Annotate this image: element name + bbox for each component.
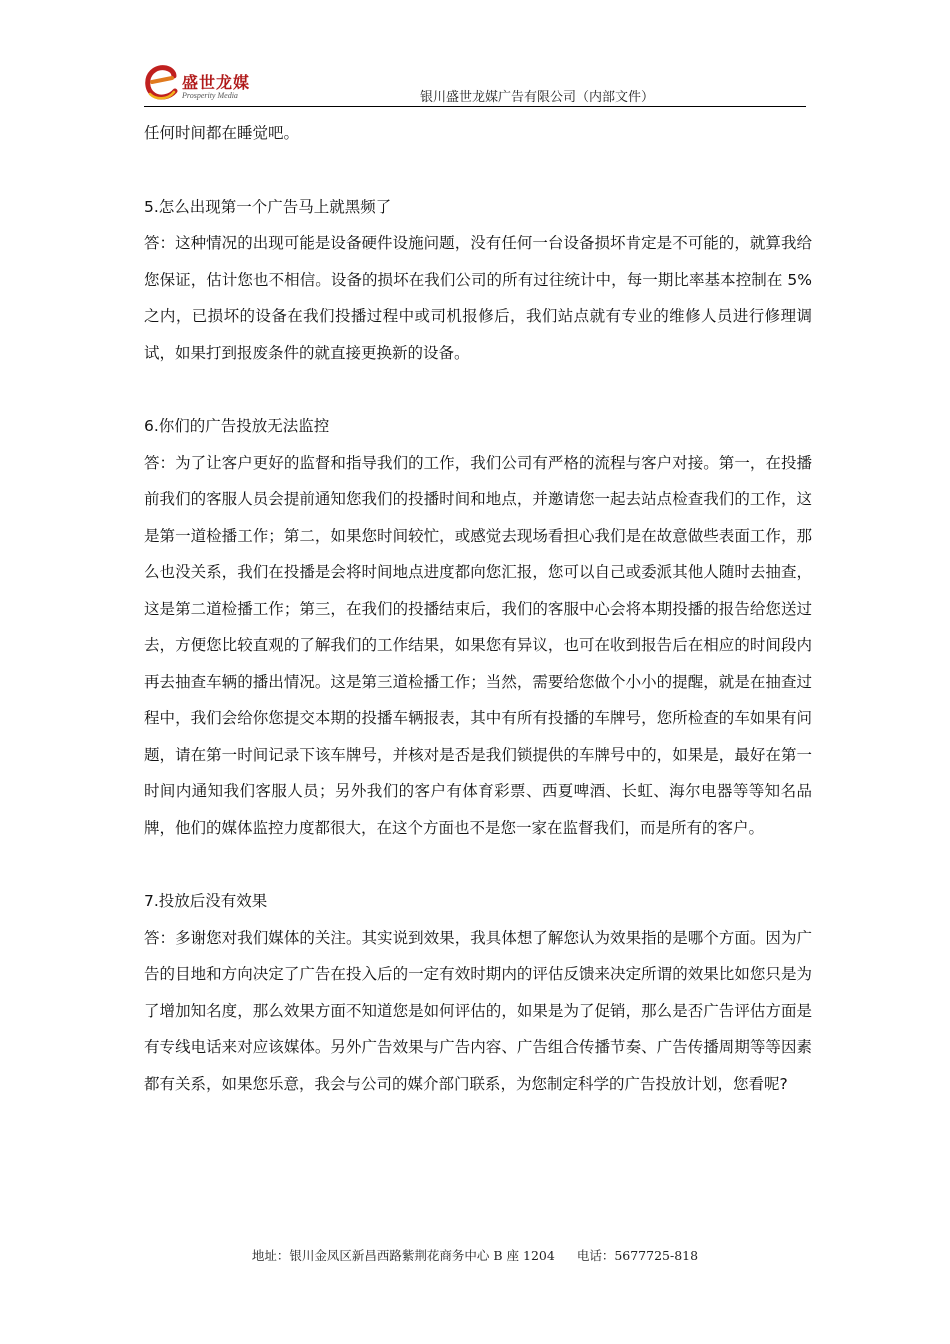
logo-e-icon bbox=[144, 64, 178, 100]
footer-phone: 电话：5677725-818 bbox=[576, 1248, 699, 1263]
page-footer bbox=[0, 1246, 950, 1264]
logo-english-name: Prosperity Media bbox=[182, 91, 238, 100]
question-5: 5.怎么出现第一个广告马上就黑频了 bbox=[144, 197, 392, 216]
question-6: 6.你们的广告投放无法监控 bbox=[144, 417, 330, 435]
footer-address: 地址：银川金凤区新昌西路紫荆花商务中心 B 座 1204 bbox=[251, 1248, 555, 1263]
company-name: 银川盛世龙媒广告有限公司（内部文件） bbox=[419, 90, 654, 105]
answer-7: 答：多谢您对我们媒体的关注。其实说到效果，我具体想了解您认为效果指的是哪个方面。因为广告的目地和方向决定了广告在投入后的一定有效时期内的评估反馈来决定所谓的效果比如您只是为了增加知名度，那么效果方面不知道您是如何评估的，如果是为了促销，那么是否广告评估方面是有专线电话来对应该媒体。另外广告效果与广告内容、广告组合传播节奏、广告传播周期等等因素都有关系，如果您乐意，我会与公司的媒介部门联系，为您制定科学的广告投放计划，您看呢? bbox=[144, 928, 812, 1093]
answer-6: 答：为了让客户更好的监督和指导我们的工作，我们公司有严格的流程与客户对接。第一，在投播前我们的客服人员会提前通知您我们的投播时间和地点，并邀请您一起去站点检查我们的工作，这是第一道检播工作；第二，如果您时间较忙，或感觉去现场看担心我们是在故意做些表面工作，那么也没关系，我们在投播是会将时间地点进度都向您汇报，您可以自己或委派其他人随时去抽查，这是第二道检播工作；第三，在我们的投播结束后，我们的客服中心会将本期投播的报告给您送过去，方便您比较直观的了解我们的工作结果，如果您有异议，也可在收到报告后在相应的时间段内再去抽查车辆的播出情况。这是第三道检播工作；当然，需要给您做个小小的提醒，就是在抽查过程中，我们会给你您提交本期的投播车辆报表，其中有所有投播的车牌号，您所检查的车如果有问题，请在第一时间记录下该车牌号，并核对是否是我们锁提供的车牌号中的，如果是，最好在第一时间内通知我们客服人员；另外我们的客户有体育彩票、西夏啤酒、长虹、海尔电器等等知名品牌，他们的媒体监控力度都很大，在这个方面也不是您一家在监督我们，而是所有的客户。 bbox=[144, 453, 812, 837]
question-7: 7.投放后没有效果 bbox=[144, 892, 268, 910]
company-logo bbox=[144, 64, 254, 102]
document-body bbox=[144, 115, 812, 1102]
continuation-text: 任何时间都在睡觉吧。 bbox=[144, 124, 300, 142]
logo-chinese-name: 盛世龙媒 bbox=[182, 73, 251, 92]
answer-5: 答：这种情况的出现可能是设备硬件设施问题，没有任何一台设备损坏肯定是不可能的，就算我给您保证，估计您也不相信。设备的损坏在我们公司的所有过往统计中，每一期比率基本控制在 5%之内，已损坏的设备在我们投播过程中或司机报修后，我们站点就有专业的维修人员进行修理调试，如果打到报废条件的就直接更换新的设备。 bbox=[144, 234, 812, 362]
page-header bbox=[144, 58, 806, 107]
